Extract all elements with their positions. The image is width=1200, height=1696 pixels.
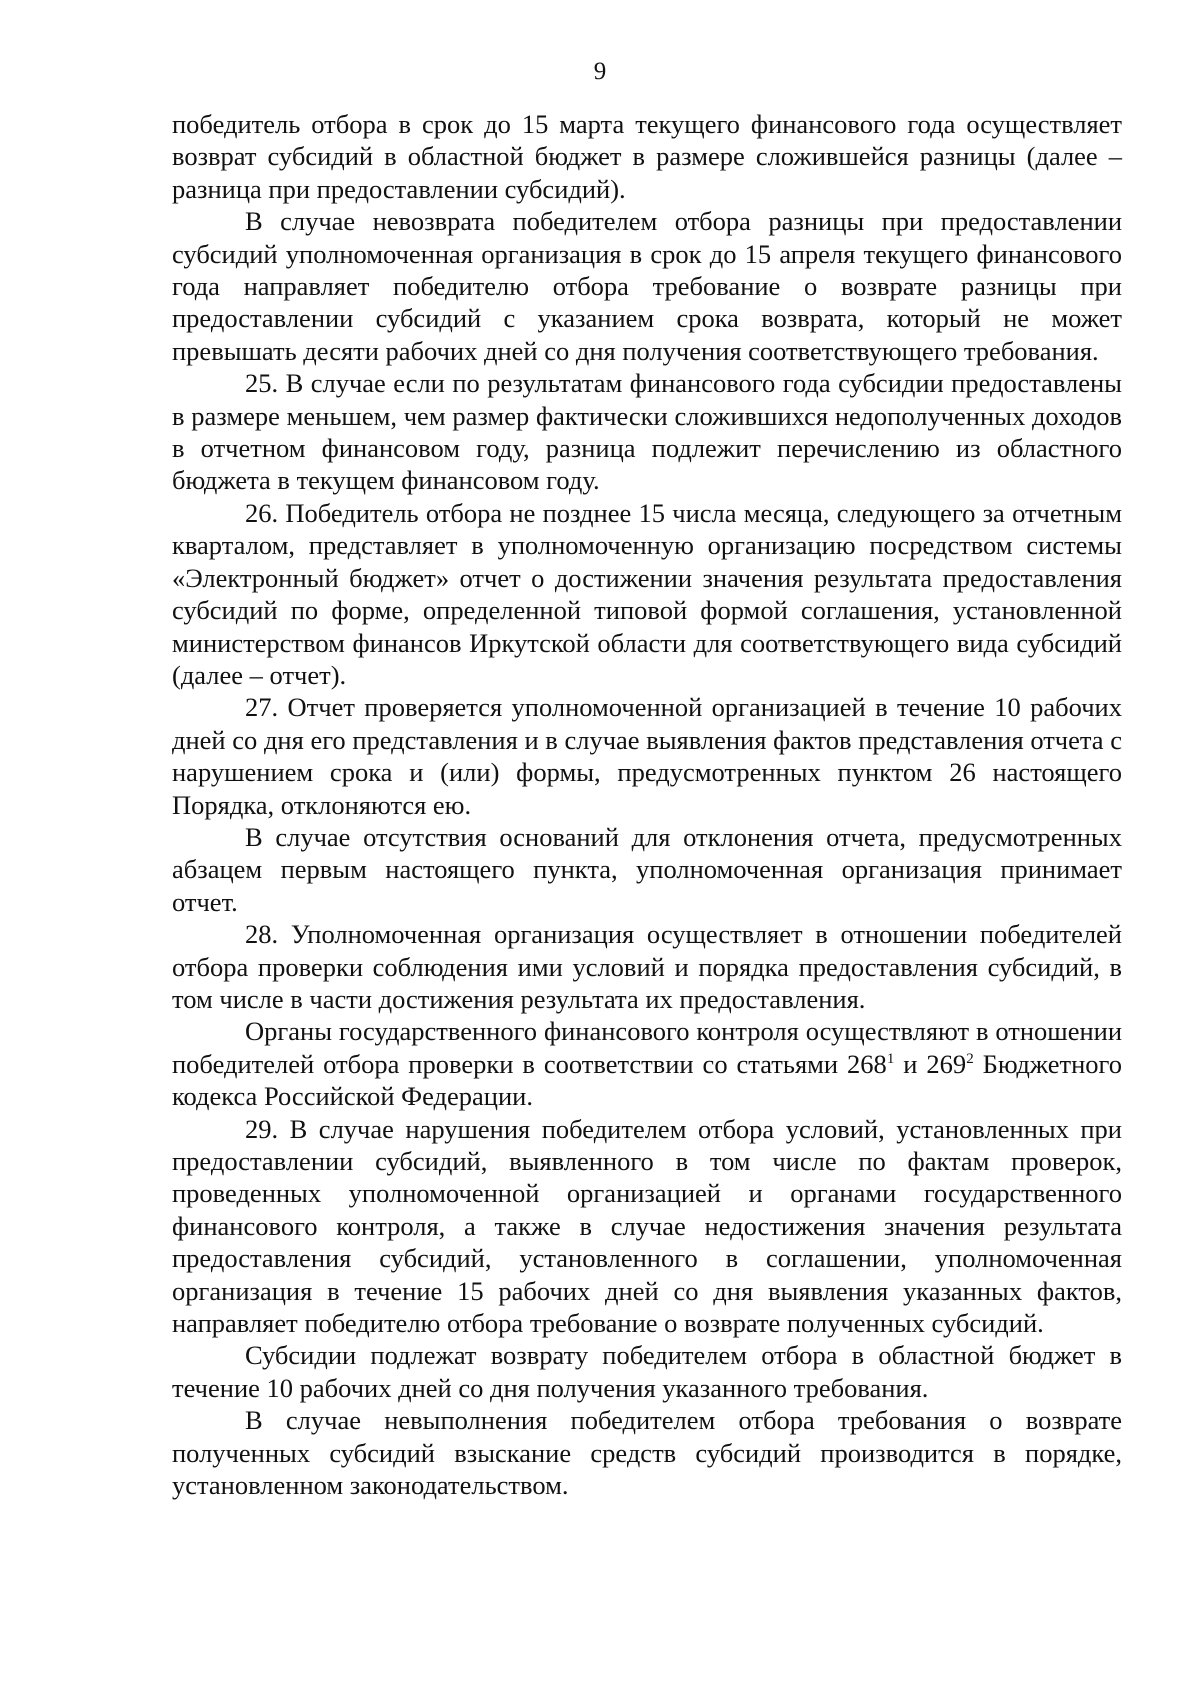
page-number: 9 bbox=[593, 58, 607, 85]
paragraph-item-28: 28. Уполномоченная организация осуществляет в отношении победителей отбора проверки соблюдения ими условий и порядка предоставления субсидий, в том числе в части достижения результата их предоставления. bbox=[172, 919, 1122, 1014]
article-268-superscript: 1 bbox=[886, 1050, 895, 1067]
paragraph-item-29: 29. В случае нарушения победителем отбора условий, установленных при предоставлении субсидий, выявленного в том числе по фактам проверок, проведенных уполномоченной организацией и органами государственного финансового контроля, а также в случае недостижения значения результата предоставления субсидий, установленного в соглашении, уполномоченная организация в течение 15 рабочих дней со дня выявления указанных фактов, направляет победителю отбора требование о возврате полученных субсидий. bbox=[172, 1113, 1122, 1339]
state-control-text-end: Бюджетного кодекса Российской Федерации. bbox=[172, 1048, 1122, 1112]
paragraph-state-control bbox=[172, 1015, 1122, 1112]
article-269-superscript: 2 bbox=[966, 1050, 974, 1067]
paragraph-report-acceptance: В случае отсутствия оснований для отклонения отчета, предусмотренных абзацем первым настоящего пункта, уполномоченная организация принимает отчет. bbox=[172, 821, 1122, 917]
paragraph-subsidy-return-term: Субсидии подлежат возврату победителем отбора в областной бюджет в течение 10 рабочих дней со дня получения указанного требования. bbox=[172, 1340, 1122, 1403]
document-body bbox=[172, 108, 1122, 1501]
paragraph-item-27: 27. Отчет проверяется уполномоченной организацией в течение 10 рабочих дней со дня его представления и в случае выявления фактов представления отчета с нарушением срока и (или) формы, предусмотренных пунктом 26 настоящего Порядка, отклоняются ею. bbox=[172, 692, 1122, 820]
state-control-text-middle: и 269 bbox=[894, 1048, 967, 1079]
paragraph-item-25: 25. В случае если по результатам финансового года субсидии предоставлены в размере меньшем, чем размер фактически сложившихся недополученных доходов в отчетном финансовом году, разница подлежит перечислению из областного бюджета в текущем финансовом году. bbox=[172, 368, 1122, 496]
paragraph-item-26: 26. Победитель отбора не позднее 15 числа месяца, следующего за отчетным кварталом, представляет в уполномоченную организацию посредством системы «Электронный бюджет» отчет о достижении значения результата предоставления субсидий по форме, определенной типовой формой соглашения, установленной министерством финансов Иркутской области для соответствующего вида субсидий (далее – отчет). bbox=[172, 497, 1122, 690]
paragraph-non-return: В случае невозврата победителем отбора разницы при предоставлении субсидий уполномоченная организация в срок до 15 апреля текущего финансового года направляет победителю отбора требование о возврате разницы при предоставлении субсидий с указанием срока возврата, который не может превышать десяти рабочих дней со дня получения соответствующего требования. bbox=[172, 206, 1122, 366]
paragraph-continuation: победитель отбора в срок до 15 марта текущего финансового года осуществляет возврат субсидий в областной бюджет в размере сложившейся разницы (далее – разница при предоставлении субсидий). bbox=[172, 109, 1122, 204]
paragraph-recovery: В случае невыполнения победителем отбора требования о возврате полученных субсидий взыскание средств субсидий производится в порядке, установленном законодательством. bbox=[172, 1405, 1122, 1501]
state-control-text-start: Органы государственного финансового контроля осуществляют в отношении победителей отбора проверки в соответствии со статьями 268 bbox=[172, 1016, 1122, 1079]
